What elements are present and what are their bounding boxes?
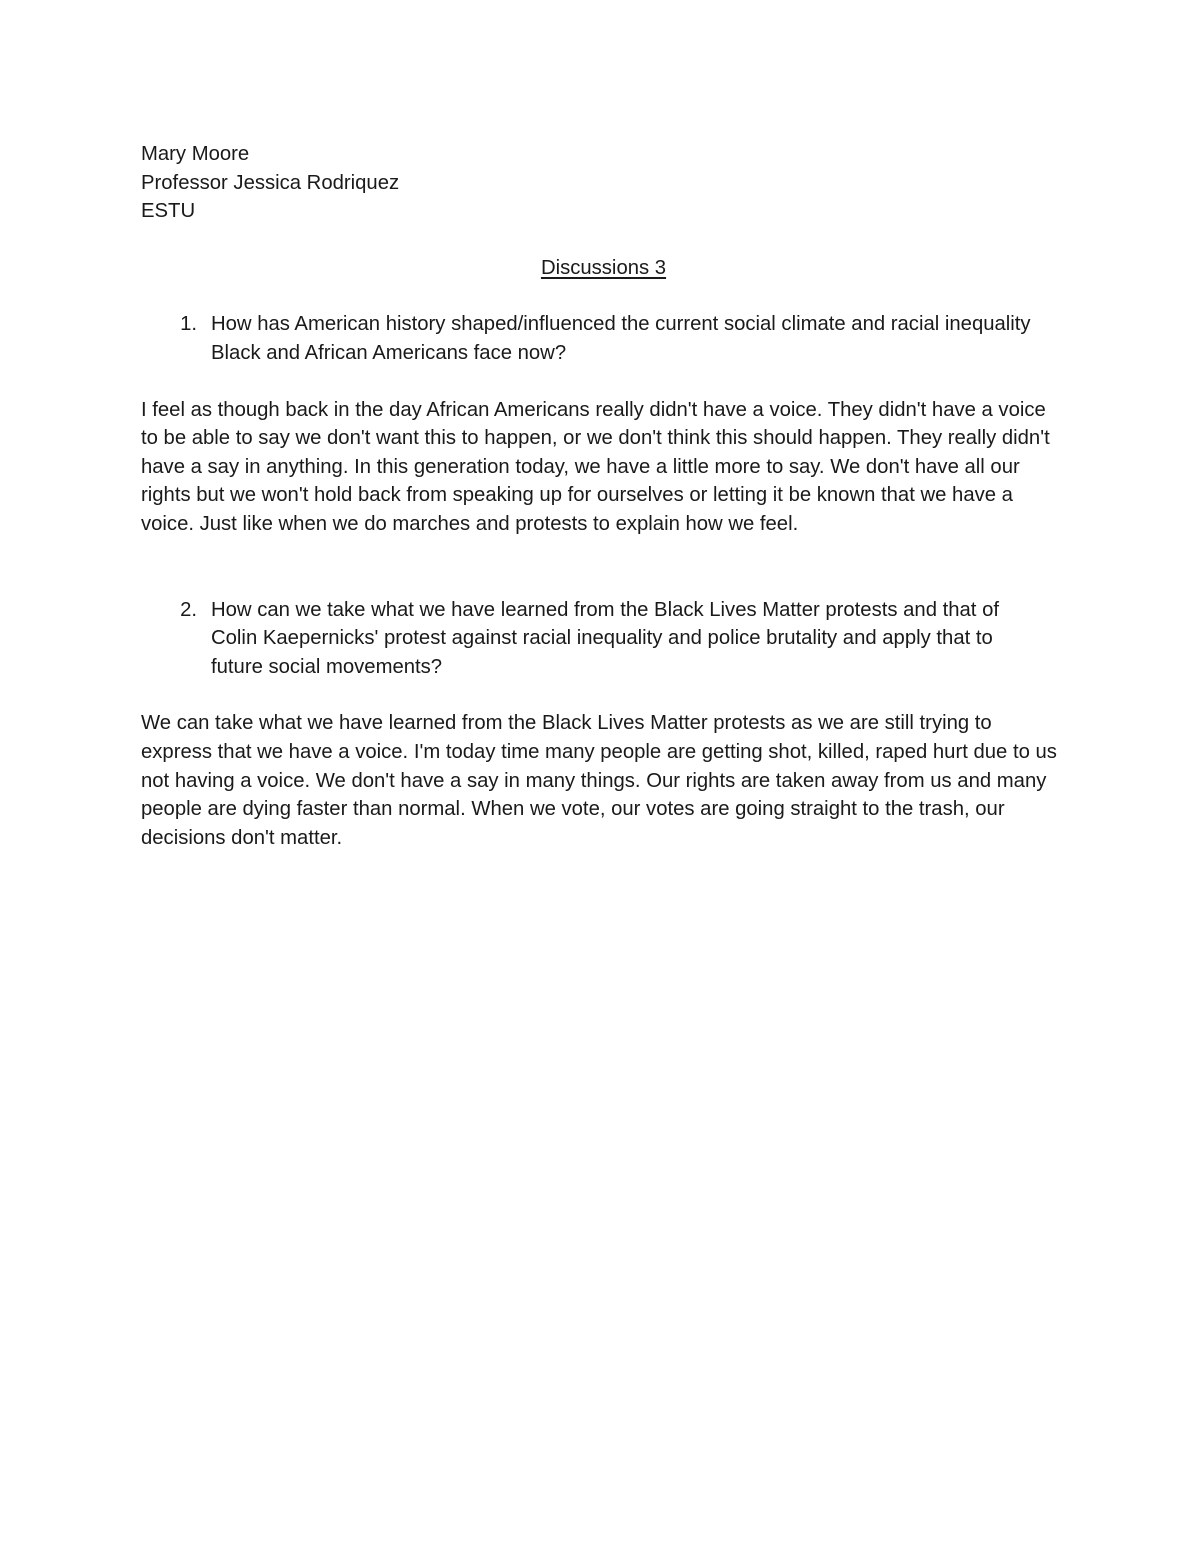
spacer [141,539,1066,596]
course-name: ESTU [141,200,196,223]
document-title: Discussions 3 [540,256,667,279]
answer-1: I feel as though back in the day African Americans really didn't have a voice. They didn't have a voice to be able to say we don't want this to happen, or we don't think this should happen. They really didn't have a say in anything. In this generation today, we have a little more to say. We don't have all our rights but we won't hold back from speaking up for ourselves or letting it be known that we have a voice. Just like when we do marches and protests to explain how we feel. [141,398,1050,535]
answer-2: We can take what we have learned from the Black Lives Matter protests as we are still trying to express that we have a voice. I'm today time many people are getting shot, killed, raped hurt due to us not having a voice. We don't have a say in many things. Our rights are taken away from us and many people are dying faster than normal. When we vote, our votes are going straight to the trash, our decisions don't matter. [141,712,1057,849]
question-text: How has American history shaped/influenced the current social climate and racial inequality Black and African Americans face now? [211,313,1031,364]
professor-name: Professor Jessica Rodriquez [141,171,400,194]
header-block [141,140,1066,226]
question-text: How can we take what we have learned from the Black Lives Matter protests and that of Colin Kaepernicks' protest against racial inequality and police brutality and apply that to future social movements? [211,598,999,678]
question-number: 1. [180,313,197,336]
question-number: 2. [180,598,197,621]
question-1 [141,310,1066,367]
student-name: Mary Moore [141,143,250,165]
document-body [141,140,1066,852]
title-block [141,254,1066,283]
question-2 [141,596,1066,682]
